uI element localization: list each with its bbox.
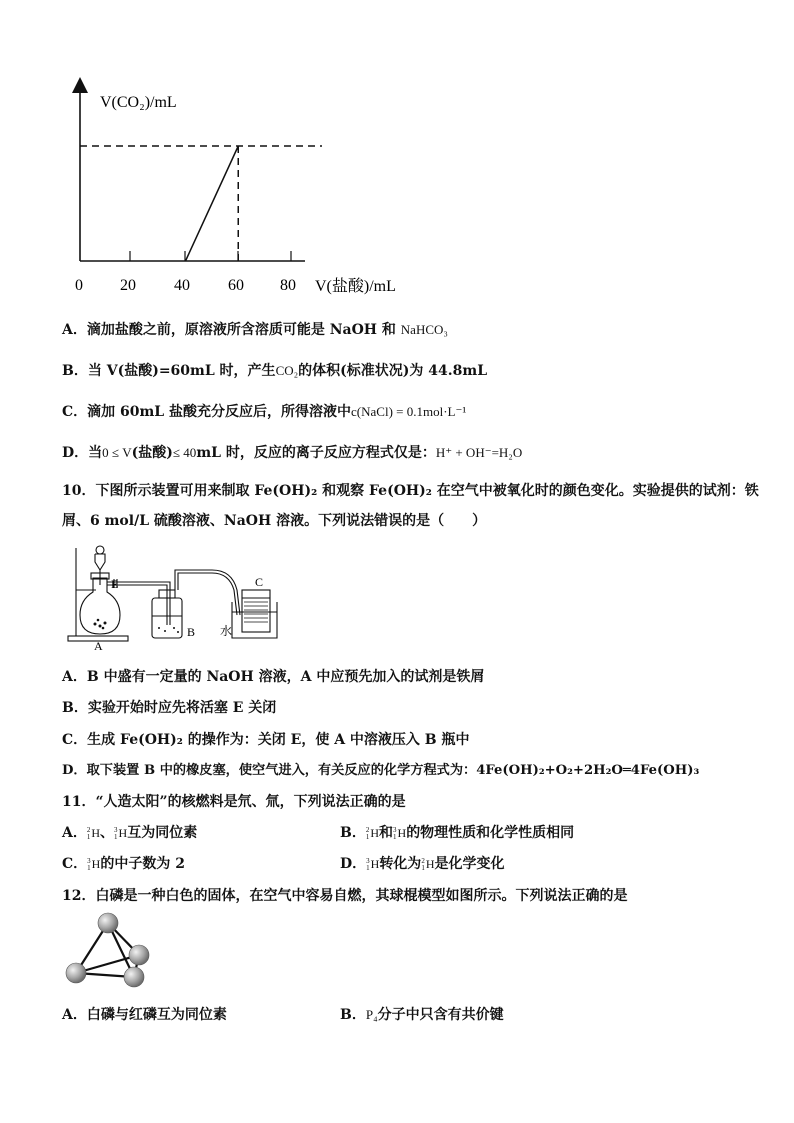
q11-option-c-pre: C． [62, 856, 88, 872]
element-symbol: H [370, 857, 380, 871]
white-phosphorus-ball-stick-model [60, 910, 160, 990]
mass-number: 3 [114, 826, 118, 835]
x-axis-label: V(盐酸)/mL [315, 278, 396, 295]
q11-stem: 11．“人造太阳”的核燃料是氘、氚，下列说法正确的是 [62, 794, 406, 810]
atomic-number: 1 [87, 864, 91, 873]
q9-option-c-formula: c(NaCl) = 0.1mol·L⁻¹ [351, 404, 467, 419]
element-symbol: H [91, 857, 101, 871]
element-symbol: H [397, 826, 407, 840]
q10-option-b: B．实验开始时应先将活塞 E 关闭 [62, 700, 277, 716]
q12-option-b-formula: P₄ [365, 1007, 378, 1022]
q11-option-d-iso1 [366, 854, 379, 874]
fig-label-c: C [255, 575, 264, 589]
atomic-number: 1 [365, 833, 370, 842]
q12-stem: 12．白磷是一种白色的固体，在空气中容易自燃，其球棍模型如图所示。下列说法正确的是 [62, 888, 628, 904]
q11-option-a [62, 823, 197, 843]
q9-option-d-post: mL 时，反应的离子反应方程式仅是： [196, 445, 436, 461]
q11-option-a-iso2 [114, 823, 127, 843]
p-atom [129, 945, 149, 965]
q11-option-b-pre: B． [340, 825, 366, 841]
q9-option-c-pre: C．滴加 60mL 盐酸充分反应后，所得溶液中 [62, 404, 352, 420]
y-axis-label: V(CO₂)/mL [100, 94, 177, 111]
q11-option-c-post: 的中子数为 2 [100, 856, 185, 872]
q12-option-b [340, 1005, 504, 1025]
atomic-number: 1 [421, 864, 425, 873]
q10-option-a: A．B 中盛有一定量的 NaOH 溶液，A 中应预先加入的试剂是铁屑 [62, 669, 485, 685]
q11-option-b-iso2 [393, 823, 406, 843]
co2-series-line [186, 146, 239, 261]
q9-option-b-post: 的体积(标准状况)为 44.8mL [298, 363, 488, 379]
tick-label-0: 0 [75, 277, 83, 294]
q9-option-b-formula: CO₂ [275, 363, 299, 378]
q11-option-b [340, 823, 574, 843]
tick-label-80: 80 [280, 277, 296, 294]
tick-label-20: 20 [120, 277, 136, 294]
q9-option-a-formula: NaHCO₃ [400, 322, 448, 337]
mass-number: 3 [87, 857, 91, 866]
q9-option-d-pre: D．当 [62, 445, 103, 461]
p-atom [98, 913, 118, 933]
tick-label-60: 60 [228, 277, 244, 294]
element-symbol: H [91, 826, 101, 840]
q9-option-d [62, 443, 522, 463]
q12-option-b-pre: B． [340, 1007, 366, 1023]
q11-option-c-iso [87, 854, 100, 874]
mass-number: 2 [86, 826, 91, 835]
q9-option-c [62, 402, 466, 422]
q11-option-c [62, 854, 185, 874]
q11-option-d [340, 854, 504, 874]
atomic-number: 1 [393, 833, 397, 842]
tick-label-40: 40 [174, 277, 190, 294]
fe-oh2-apparatus-figure [62, 540, 302, 655]
q10-stem-line2: 屑、6 mol/L 硫酸溶液、NaOH 溶液。下列说法错误的是（ ） [62, 513, 487, 529]
q11-option-d-pre: D． [340, 856, 367, 872]
q10-stem-line1: 10．下图所示装置可用来制取 Fe(OH)₂ 和观察 Fe(OH)₂ 在空气中被氧化时的颜色变化。实验提供的试剂：铁 [62, 483, 759, 499]
mass-number: 3 [366, 857, 370, 866]
q11-option-b-post: 的物理性质和化学性质相同 [406, 825, 575, 841]
q11-option-b-iso1 [366, 823, 379, 843]
mass-number: 3 [393, 826, 397, 835]
q9-option-a [62, 320, 448, 340]
q12-option-b-post: 分子中只含有共价键 [377, 1007, 504, 1023]
q12-option-a: A．白磷与红磷互为同位素 [62, 1007, 227, 1023]
mass-number: 2 [421, 857, 425, 866]
element-symbol: H [370, 826, 380, 840]
q9-option-b-pre: B．当 V(盐酸)=60mL 时，产生 [62, 363, 276, 379]
q11-option-d-iso2 [421, 854, 434, 874]
q10-option-d: D．取下装置 B 中的橡皮塞，使空气进入，有关反应的化学方程式为：4Fe(OH)₂+O₂+2H₂O═4Fe(OH)₃ [62, 763, 700, 778]
q9-option-a-text: A．滴加盐酸之前，原溶液所含溶质可能是 NaOH 和 [62, 322, 396, 338]
atomic-number: 1 [114, 833, 118, 842]
fig-label-e: E [111, 577, 119, 591]
fig-label-water: 水 [220, 624, 233, 638]
q11-option-a-pre: A． [62, 825, 87, 841]
q9-option-d-cond: 0 ≤ V [102, 445, 132, 460]
q11-option-d-mid: 转化为 [379, 856, 422, 872]
element-symbol: H [425, 857, 435, 871]
q11-option-a-iso1 [87, 823, 100, 843]
q9-option-d-mid: (盐酸) [131, 445, 173, 461]
element-symbol: H [118, 826, 128, 840]
q11-option-a-post: 互为同位素 [127, 825, 198, 841]
fig-label-a: A [94, 639, 103, 653]
q11-option-d-post: 是化学变化 [434, 856, 505, 872]
q9-option-d-cond2: ≤ 40 [172, 445, 197, 460]
co2-volume-chart [60, 75, 440, 305]
q9-option-b [62, 361, 487, 381]
q11-option-b-mid: 和 [379, 825, 394, 841]
q11-option-a-sep: 、 [100, 825, 115, 841]
p-atom [66, 963, 86, 983]
atomic-number: 1 [366, 864, 370, 873]
q10-option-c: C．生成 Fe(OH)₂ 的操作为：关闭 E，使 A 中溶液压入 B 瓶中 [62, 732, 470, 748]
fig-label-b: B [187, 625, 196, 639]
p-atom [124, 967, 144, 987]
q9-option-d-formula: H⁺ + OH⁻=H₂O [435, 445, 523, 460]
mass-number: 2 [365, 826, 370, 835]
atomic-number: 1 [86, 833, 91, 842]
